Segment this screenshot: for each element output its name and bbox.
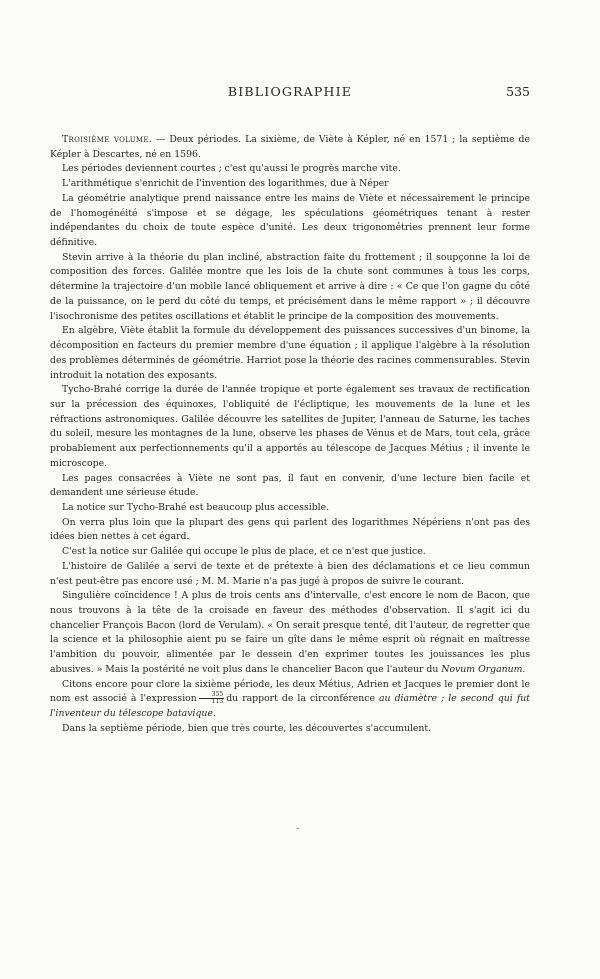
italic-text: au diamètre ; le second	[379, 693, 494, 705]
fraction	[199, 692, 224, 705]
paragraph: L'arithmétique s'enrichit de l'invention des logarithmes, due à Néper	[62, 178, 389, 190]
paragraph: L'histoire de Galilée a servi de texte et de prétexte à bien des déclamations et ce lieu commun n'est peut-être pas encore usé ; M. M. Marie n'a pas jugé à propos de suivre le courant.	[50, 560, 530, 587]
paragraph: Les périodes deviennent courtes ; c'est qu'aussi le progrès marche vite.	[62, 163, 401, 175]
paragraph: Tycho-Brahé corrige la durée de l'année tropique et porte également ses travaux de rectification sur la précession des équinoxes, l'obliquité de l'écliptique, les mouvements de la lune et les réfractions astronomiques. Galilée découvre les satellites de Jupiter, l'anneau de Saturne, les taches du soleil, mesure les montagnes de la lune, observe les phases de Vénus et de Mars, tout cela, grâce probablement aux perfectionnements qu'il a apportés au télescope de Jacques Métius ; il invente le microscope.	[50, 384, 530, 469]
paragraph: La géométrie analytique prend naissance entre les mains de Viète et nécessairement le principe de l'homogénéité s'impose et se dégage, les spéculations géométriques tenant à rester indépendantes du choix de toute espèce d'unité. Les deux trigonométries prennent leur forme définitive.	[50, 192, 530, 249]
paragraph: La notice sur Tycho-Brahé est beaucoup plus accessible.	[62, 501, 330, 513]
paragraph	[50, 589, 530, 677]
paragraph	[50, 678, 530, 722]
paragraph-text: du rapport de la circonférence	[226, 693, 380, 705]
paragraph: On verra plus loin que la plupart des gens qui parlent des logarithmes Népériens n'ont pas des idées bien nettes à cet égard.	[50, 516, 530, 543]
running-title: BIBLIOGRAPHIE	[227, 84, 353, 99]
paper-speck	[297, 828, 299, 829]
paragraph: Stevin arrive à la théorie du plan incliné, abstraction faite du frottement ; il soupçonne la loi de composition des forces. Galilée montre que les lois de la chute sont communes à tous les corps, détermine la trajectoire d'un mobile lancé obliquement et arrive à dire : « Ce que l'on gagne du côté de la puissance, on le perd du côté du temps, et précisément dans le même rapport » ; il découvre l'isochronisme des petites oscillations et établit le principe de la composition des mouvements.	[50, 251, 530, 322]
body-text	[50, 133, 530, 736]
paragraph-text: Citons encore pour clore la sixième période, les deux Métius, Adrien et Jacques le premier dont le nom est associé à l'expression	[50, 678, 530, 705]
paragraph: En algèbre, Viète établit la formule du développement des puissances successives d'un binome, la décomposition en facteurs du premier membre d'une équation ; il applique l'algèbre à la résolution des problèmes déterminés de géométrie. Harriot pose la théorie des racines commensurables. Stevin introduit la notation des exposants.	[50, 325, 530, 381]
page-number: 535	[506, 84, 530, 99]
paragraph-text: Singulière coïncidence ! A plus de trois cents ans d'intervalle, c'est encore le nom de Bacon, que nous trouvons à la tête de la croisade en faveur des méthodes d'observation. Il s'agit ici du chancelier François Bacon (lord de Verulam). « On serait presque tenté, dit l'auteur, de regretter que la science et la philosophie aient pu se faire un gîte dans le même esprit où régnait en maîtresse l'ambition du pouvoir, alimentée par le dessein d'en exprimer toutes les jouissances les plus abusives. » Mais la postérité ne voit plus dans le chancelier Bacon que l'auteur du	[50, 590, 530, 675]
paragraph: Dans la septième période, bien que très courte, les découvertes s'accumulent.	[62, 722, 432, 734]
paragraph-text: — Deux périodes. La sixième, de Viète à Képler, né en 1571 ; la septième de Képler à Descartes, né en 1596.	[50, 134, 531, 160]
paragraph: C'est la notice sur Galilée qui occupe le plus de place, et ce n'est que justice.	[62, 546, 426, 558]
fraction-numerator: 355	[199, 692, 224, 699]
volume-heading: Troisième volume.	[62, 134, 153, 145]
paragraph: Les pages consacrées à Viète ne sont pas, il faut en convenir, d'une lecture bien facile et demandent une sérieuse étude.	[50, 472, 530, 499]
paragraph	[50, 133, 530, 162]
italic-text: qui fut l'inventeur du télescope batavique.	[50, 693, 530, 720]
fraction-denominator: 113	[211, 698, 224, 706]
running-header	[50, 84, 530, 104]
book-title: Novum Organum.	[441, 663, 526, 675]
